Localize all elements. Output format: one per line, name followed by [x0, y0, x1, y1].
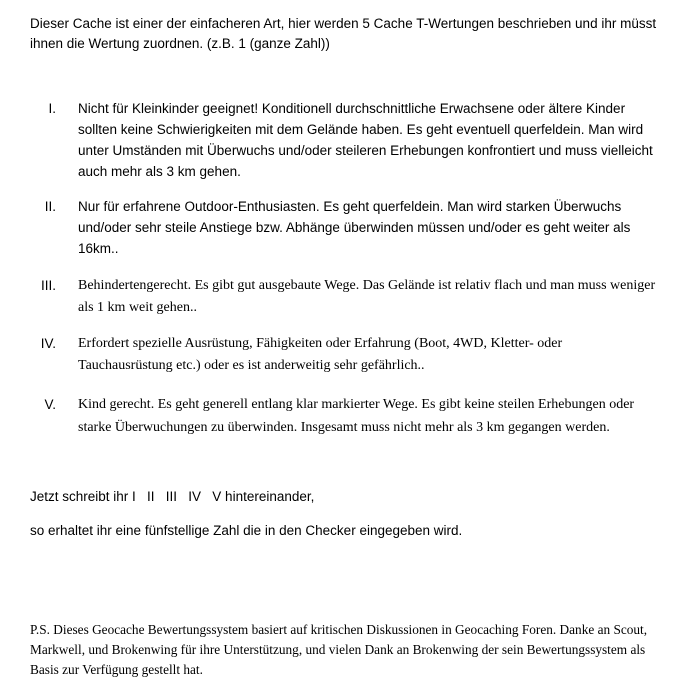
instruction-line: so erhaltet ihr eine fünfstellige Zahl die in den Checker eingegeben wird.	[30, 523, 463, 538]
item-number: IV.	[40, 336, 56, 351]
item-text: Nur für erfahrene Outdoor-Enthusiasten. Es geht querfeldein. Man wird starken Überwuchs und/oder sehr steile Anstiege bzw. Abhänge überwinden müssen und/oder es geht weiter als 16km..	[78, 199, 631, 256]
item-number: III.	[40, 278, 56, 293]
item-text: Nicht für Kleinkinder geeignet! Konditionell durchschnittliche Erwachsene oder ältere Kinder sollten keine Schwierigkeiten mit dem Gelände haben. Es geht eventuell querfeldein. Man wird unter Umständen mit Überwuchs und/oder steileren Erhebungen konfrontiert und muss vielleicht auch mehr als 3 km gehen.	[78, 101, 653, 179]
instruction-line: Jetzt schreibt ihr I II III IV V hintereinander,	[30, 489, 315, 504]
intro-paragraph: Dieser Cache ist einer der einfacheren Art, hier werden 5 Cache T-Wertungen beschrieben und ihr müsst ihnen die Wertung zuordnen. (z.B. 1 (ganze Zahl))	[30, 16, 657, 51]
item-text: Behindertengerecht. Es gibt gut ausgebaute Wege. Das Gelände ist relativ flach und man muss weniger als 1 km weit gehen..	[78, 278, 656, 315]
item-number: II.	[44, 199, 56, 214]
item-text: Erfordert spezielle Ausrüstung, Fähigkeiten oder Erfahrung (Boot, 4WD, Kletter- oder Tauchausrüstung etc.) oder es ist anderweitig sehr gefährlich..	[78, 336, 563, 373]
item-number: I.	[48, 101, 56, 116]
item-number: V.	[44, 397, 56, 412]
item-text: Kind gerecht. Es geht generell entlang klar markierter Wege. Es gibt keine steilen Erhebungen oder starke Überwuchungen zu überwinden. Insgesamt muss nicht mehr als 3 km gegangen werden.	[78, 397, 635, 435]
postscript: P.S. Dieses Geocache Bewertungssystem basiert auf kritischen Diskussionen in Geocaching Foren. Danke an Scout, Markwell, und Brokenwing für ihre Unterstützung, und vielen Dank an Brokenwing der sein Bewertungssystem als Basis zur Verfügung gestellt hat.	[30, 622, 648, 677]
